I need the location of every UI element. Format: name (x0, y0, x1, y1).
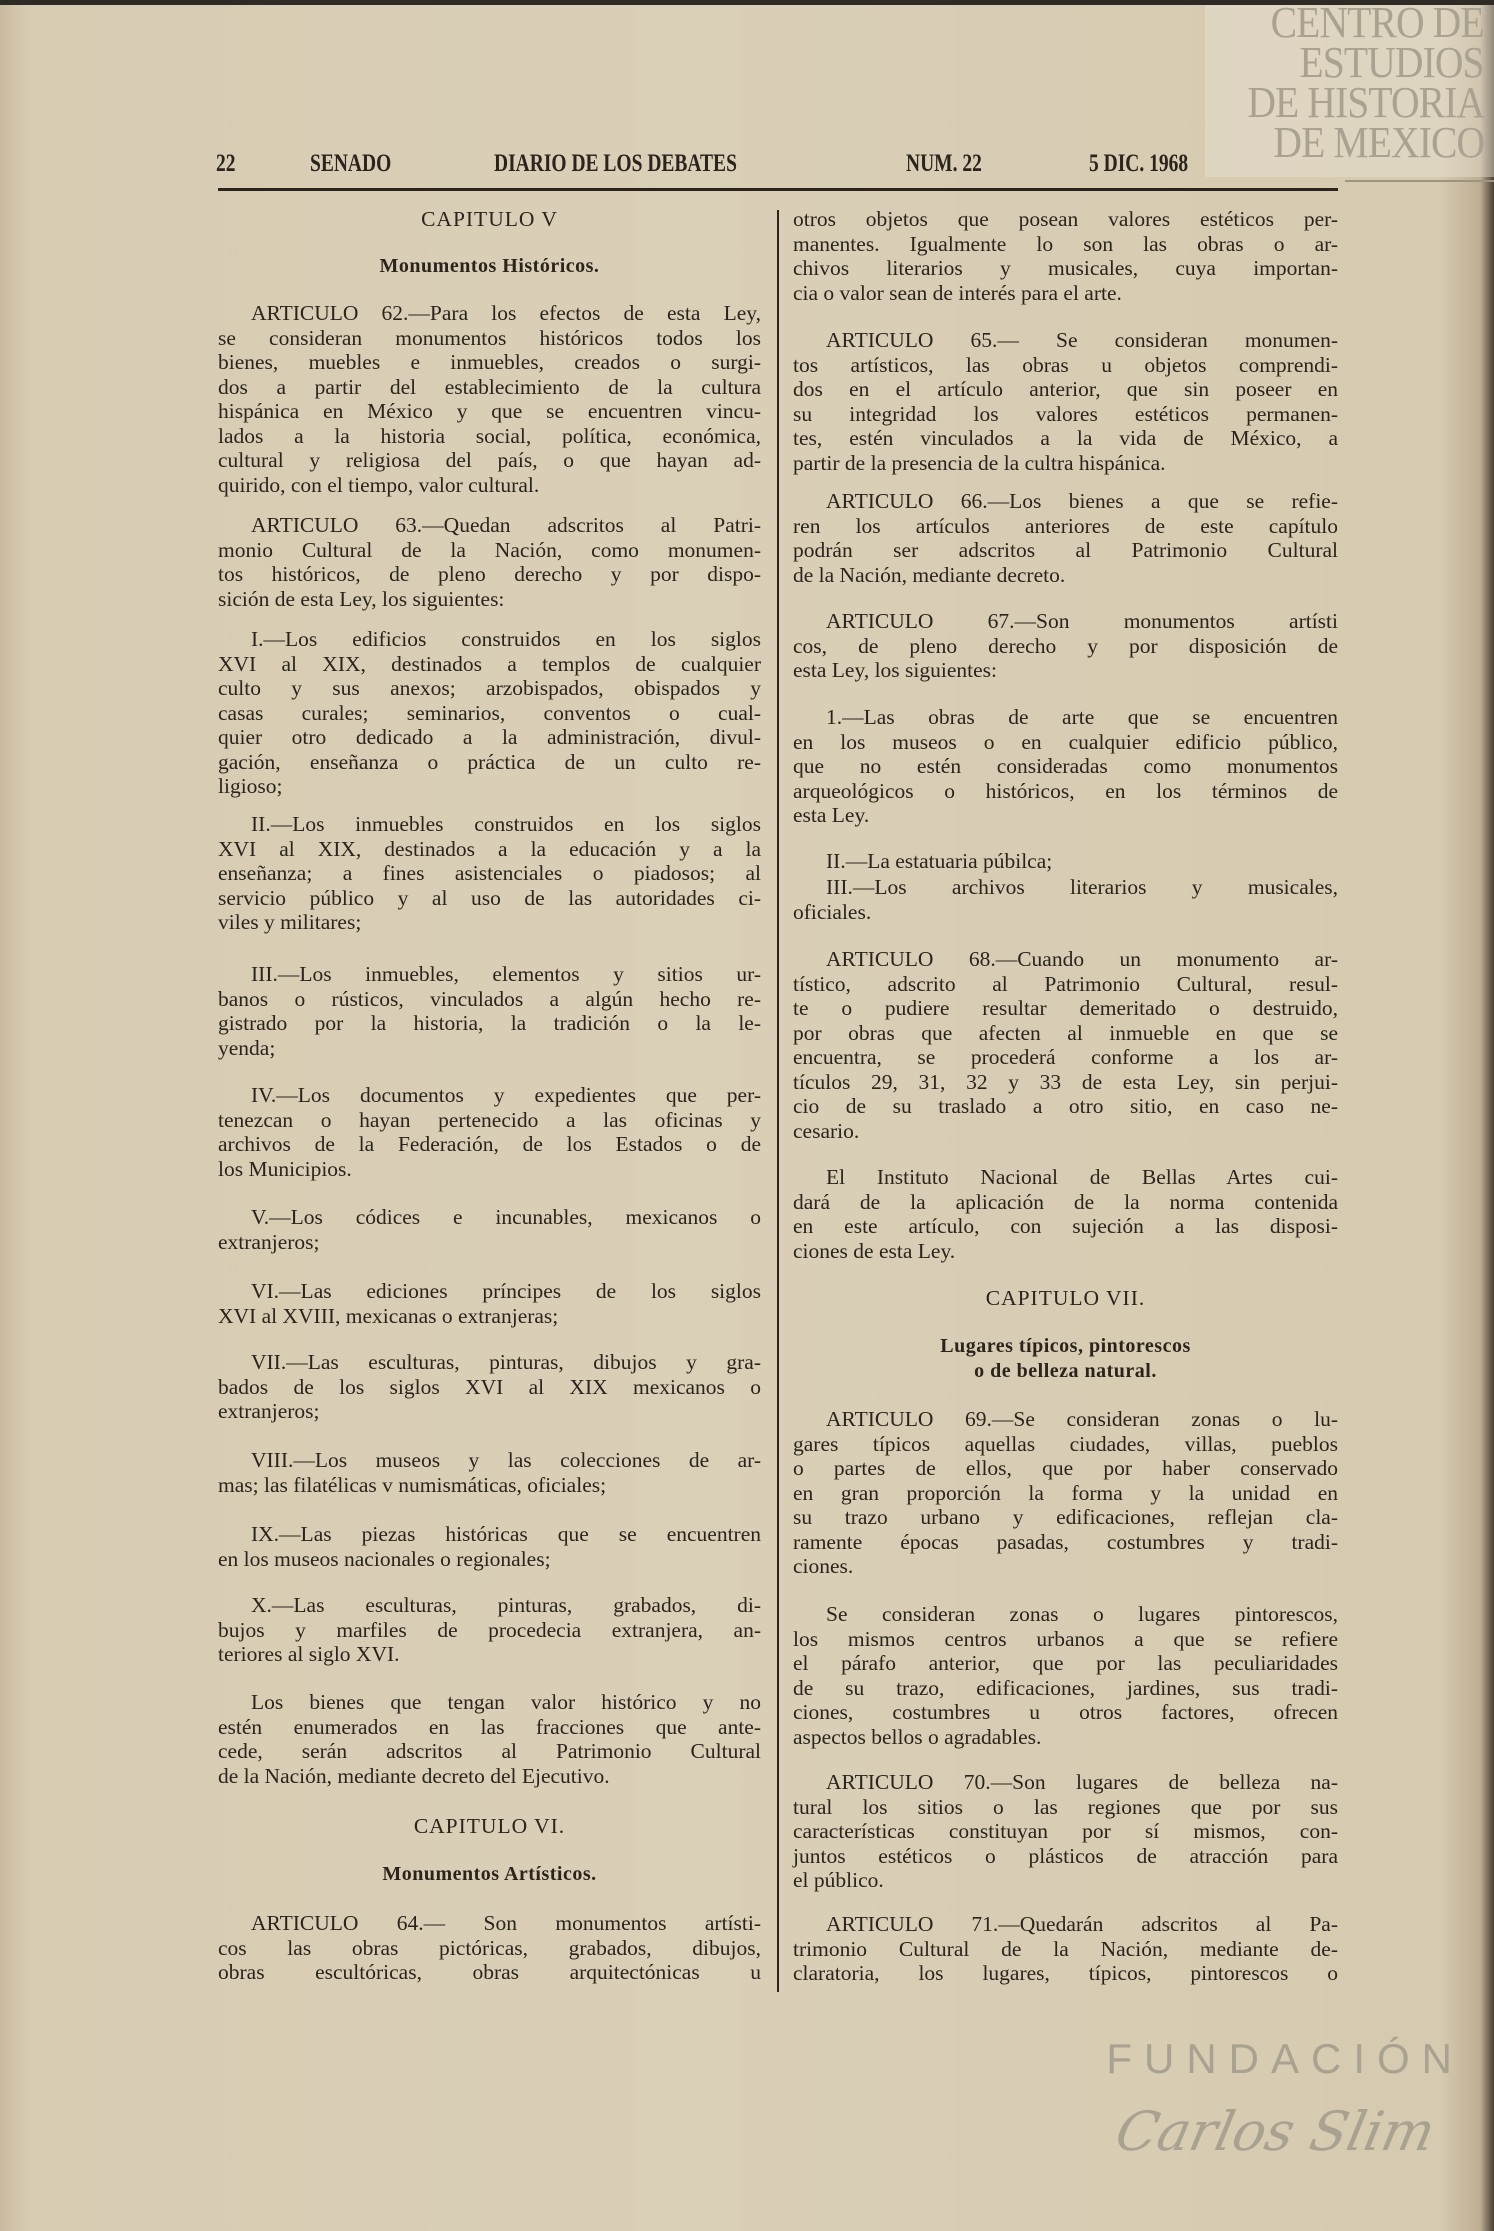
text-line: se consideran monumentos históricos todos los (218, 325, 761, 350)
paragraph (793, 947, 1338, 1143)
text-line: CAPITULO V (421, 207, 558, 231)
text-line: servicio público y al uso de las autoridades ci- (218, 885, 761, 910)
text-line: ARTICULO 67.—Son monumentos artísti (826, 609, 1338, 633)
text-line: su trazo urbano y edificaciones, reflejan cla- (793, 1505, 1338, 1529)
text-line: CAPITULO VI. (413, 1814, 566, 1838)
text-line: que no estén consideradas como monumentos (793, 754, 1338, 778)
text-line: el párafo anterior, que por las peculiaridades (793, 1651, 1338, 1675)
text-line: Monumentos Históricos. (379, 255, 600, 277)
text-line: cia o valor sean de interés para el arte. (793, 280, 1122, 305)
text-line: cos, de pleno derecho y por disposición de (793, 633, 1338, 658)
text-line: esta Ley. (793, 803, 870, 827)
text-line: ligioso; (218, 774, 283, 798)
text-line: tes, estén vinculados a la vida de México, a (793, 426, 1338, 450)
text-line: te o pudiere resultar demeritado o destruido, (793, 996, 1338, 1020)
text-line: cultural y religiosa del país, o que hayan ad- (218, 448, 761, 472)
text-line: dará de la aplicación de la norma contenida (793, 1189, 1338, 1214)
column-divider (777, 210, 779, 1992)
text-line: los Municipios. (218, 1156, 352, 1181)
text-line: II.—La estatuaria púbilca; (826, 849, 1053, 873)
text-line: CAPITULO VII. (985, 1286, 1146, 1310)
text-line: ARTICULO 65.— Se consideran monumen- (826, 328, 1338, 352)
text-line: bujos y marfiles de procedecia extranjera, an- (218, 1617, 761, 1642)
text-line: de la Nación, mediante decreto del Ejecutivo. (218, 1763, 610, 1788)
text-line: casas curales; seminarios, conventos o cual- (218, 700, 761, 725)
text-line: tural los sitios o las regiones que por sus (793, 1794, 1338, 1819)
text-line: cesario. (793, 1118, 860, 1143)
text-line: hispánica en México y que se encuentren vincu- (218, 399, 761, 423)
header-issue: NUM. 22 (906, 150, 982, 177)
text-line: podrán ser adscritos al Patrimonio Cultural (793, 538, 1338, 562)
text-line: viles y militares; (218, 910, 362, 934)
watermark-foundation: FUNDACIÓN (1106, 2035, 1464, 2082)
text-line: arqueológicos o históricos, en los términos de (793, 778, 1338, 803)
text-line: tenezcan o hayan pertenecido a las oficinas y (218, 1107, 761, 1132)
text-line: tículos 29, 31, 32 y 33 de esta Ley, sin perjui- (793, 1069, 1338, 1094)
header-publication: DIARIO DE LOS DEBATES (494, 150, 737, 177)
paragraph (793, 875, 1338, 924)
chapter-heading (793, 1286, 1338, 1311)
text-line: ARTICULO 62.—Para los efectos de esta Ley, (251, 301, 761, 325)
text-line: banos o rústicos, vinculados a algún hecho re- (218, 986, 761, 1011)
paragraph (793, 328, 1338, 475)
text-line: en los museos o en cualquier edificio público, (793, 729, 1338, 754)
paragraph (218, 1690, 761, 1788)
paragraph (218, 812, 761, 935)
text-line: VI.—Las ediciones príncipes de los siglos (251, 1279, 761, 1303)
text-line: quirido, con el tiempo, valor cultural. (218, 472, 540, 497)
header-chamber: SENADO (310, 150, 392, 177)
chapter-heading (218, 1814, 761, 1839)
text-line: bados de los siglos XVI al XIX mexicanos o (218, 1374, 761, 1399)
text-line: de su trazo, edificaciones, jardines, sus tradi- (793, 1675, 1338, 1700)
text-line: XVI al XIX, destinados a la educación y a la (218, 836, 761, 861)
paragraph (218, 1911, 761, 1985)
text-line: ramente épocas pasadas, costumbres y tradi- (793, 1529, 1338, 1554)
paragraph (793, 1912, 1338, 1986)
text-line: tos históricos, de pleno derecho y por dispo- (218, 562, 761, 586)
text-line: IV.—Los documentos y expedientes que per- (251, 1083, 761, 1107)
paragraph (218, 1350, 761, 1424)
text-line: V.—Los códices e incunables, mexicanos o (251, 1205, 761, 1229)
text-line: dos a partir del establecimiento de la cultura (218, 374, 761, 399)
section-title (218, 254, 761, 279)
text-line: dos en el artículo anterior, que sin poseer en (793, 377, 1338, 401)
text-line: cede, serán adscritos al Patrimonio Cultural (218, 1739, 761, 1763)
text-line: cio de su traslado a otro sitio, en caso ne- (793, 1094, 1338, 1118)
text-line: trimonio Cultural de la Nación, mediante de- (793, 1936, 1338, 1961)
text-line: 1.—Las obras de arte que se encuentren (826, 705, 1338, 729)
text-line: Los bienes que tengan valor histórico y no (251, 1690, 761, 1714)
chapter-heading (218, 207, 761, 232)
text-line: ARTICULO 64.— Son monumentos artísti- (251, 1911, 761, 1935)
text-line: chivos literarios y musicales, cuya importan- (793, 256, 1338, 280)
text-line: tos artísticos, las obras u objetos comprendi- (793, 352, 1338, 377)
paragraph (218, 962, 761, 1060)
text-line: manentes. Igualmente lo son las obras o ar- (793, 231, 1338, 256)
watermark-line: DE HISTORIA (1247, 78, 1484, 127)
paragraph (218, 301, 761, 497)
text-line: lados a la historia social, política, económica, (218, 423, 761, 448)
paragraph (218, 1083, 761, 1181)
text-line: El Instituto Nacional de Bellas Artes cui- (826, 1165, 1338, 1189)
watermark-line: CENTRO DE (1271, 0, 1484, 47)
text-line: II.—Los inmuebles construidos en los siglos (251, 812, 761, 836)
text-line: ARTICULO 71.—Quedarán adscritos al Pa- (826, 1912, 1338, 1936)
watermark-divider (1345, 180, 1494, 182)
text-line: Lugares típicos, pintorescos (940, 1335, 1191, 1357)
text-line: gación, enseñanza o práctica de un culto re- (218, 749, 761, 774)
text-line: culto y sus anexos; arzobispados, obispados y (218, 676, 761, 700)
text-line: mas; las filatélicas v numismáticas, oficiales; (218, 1472, 607, 1497)
text-line: o partes de ellos, que por haber conservado (793, 1456, 1338, 1480)
text-line: X.—Las esculturas, pinturas, grabados, di- (251, 1593, 761, 1617)
text-line: aspectos bellos o agradables. (793, 1724, 1042, 1749)
paragraph (218, 627, 761, 799)
header-rule (218, 188, 1338, 191)
text-line: Monumentos Artísticos. (382, 1863, 597, 1885)
text-line: ARTICULO 63.—Quedan adscritos al Patri- (251, 513, 761, 537)
watermark-line: ESTUDIOS (1299, 38, 1484, 87)
text-line: XVI al XVIII, mexicanas o extranjeras; (218, 1303, 559, 1328)
text-line: por obras que afecten al inmueble en que se (793, 1020, 1338, 1045)
text-line: oficiales. (793, 899, 872, 924)
text-line: ARTICULO 68.—Cuando un monumento ar- (826, 947, 1338, 971)
paragraph (218, 1205, 761, 1254)
paragraph (218, 513, 761, 611)
text-line: o de belleza natural. (974, 1359, 1157, 1382)
text-line: yenda; (218, 1035, 276, 1060)
paragraph (218, 1522, 761, 1571)
text-line: juntos estéticos o plásticos de atracción para (793, 1843, 1338, 1868)
paragraph (793, 849, 1338, 874)
paragraph (793, 489, 1338, 587)
text-line: en gran proporción la forma y la unidad en (793, 1480, 1338, 1505)
text-line: su integridad los valores estéticos permanen- (793, 401, 1338, 426)
paragraph (793, 1602, 1338, 1749)
text-line: de la Nación, mediante decreto. (793, 562, 1066, 587)
paragraph (218, 1593, 761, 1667)
header-date: 5 DIC. 1968 (1089, 150, 1189, 177)
paragraph (793, 1407, 1338, 1579)
text-line: extranjeros; (218, 1229, 320, 1254)
section-title (218, 1862, 761, 1887)
text-line: enseñanza; a fines asistenciales o piadosos; al (218, 861, 761, 885)
text-line: III.—Los inmuebles, elementos y sitios ur- (251, 962, 761, 986)
text-line: otros objetos que posean valores estéticos per- (793, 207, 1338, 231)
text-line: encuentra, se procederá conforme a los ar- (793, 1045, 1338, 1069)
text-line: teriores al siglo XVI. (218, 1642, 400, 1666)
text-line: ciones de esta Ley. (793, 1238, 956, 1263)
watermark-line: DE MEXICO (1273, 118, 1484, 167)
section-title (793, 1334, 1338, 1383)
text-line: en este artículo, con sujeción a las disposi- (793, 1214, 1338, 1238)
text-line: ciones, costumbres u otros factores, ofrecen (793, 1700, 1338, 1724)
text-line: XVI al XIX, destinados a templos de cualquier (218, 651, 761, 676)
paragraph (793, 207, 1338, 305)
text-line: obras escultóricas, obras arquitectónicas u (218, 1960, 761, 1984)
text-line: quier otro dedicado a la administración, divul- (218, 725, 761, 749)
text-line: en los museos nacionales o regionales; (218, 1546, 551, 1571)
paragraph (218, 1279, 761, 1328)
text-line: ARTICULO 70.—Son lugares de belleza na- (826, 1770, 1338, 1794)
text-line: IX.—Las piezas históricas que se encuentren (251, 1522, 761, 1546)
text-line: partir de la presencia de la cultra hispánica. (793, 450, 1166, 475)
text-line: bienes, muebles e inmuebles, creados o surgi- (218, 350, 761, 374)
text-line: Se consideran zonas o lugares pintorescos, (826, 1602, 1338, 1626)
text-line: III.—Los archivos literarios y musicales, (826, 875, 1338, 899)
paragraph (218, 1448, 761, 1497)
text-line: VII.—Las esculturas, pinturas, dibujos y gra- (251, 1350, 761, 1374)
page-number: 22 (216, 150, 236, 177)
text-line: esta Ley, los siguientes: (793, 658, 998, 682)
text-line: archivos de la Federación, de los Estados o de (218, 1132, 761, 1156)
text-line: claratoria, los lugares, típicos, pintorescos o (793, 1961, 1338, 1985)
watermark-signature: Carlos Slim (1110, 2100, 1441, 2163)
text-line: monio Cultural de la Nación, como monumen- (218, 537, 761, 562)
paragraph (793, 609, 1338, 683)
text-line: el público. (793, 1868, 884, 1892)
text-line: I.—Los edificios construidos en los siglos (251, 627, 761, 651)
text-line: VIII.—Los museos y las colecciones de ar- (251, 1448, 761, 1472)
text-line: tístico, adscrito al Patrimonio Cultural, resul- (793, 971, 1338, 996)
text-line: cos las obras pictóricas, grabados, dibujos, (218, 1935, 761, 1960)
paragraph (793, 705, 1338, 828)
paragraph (793, 1165, 1338, 1263)
text-line: ciones. (793, 1554, 854, 1578)
text-line: gares típicos aquellas ciudades, villas, pueblos (793, 1431, 1338, 1456)
text-line: los mismos centros urbanos a que se refiere (793, 1626, 1338, 1651)
text-line: sición de esta Ley, los siguientes: (218, 586, 505, 611)
text-line: extranjeros; (218, 1399, 320, 1423)
text-line: características constituyan por sí mismos, con- (793, 1819, 1338, 1843)
text-line: ren los artículos anteriores de este capítulo (793, 513, 1338, 538)
text-line: gistrado por la historia, la tradición o la le- (218, 1011, 761, 1035)
paragraph (793, 1770, 1338, 1893)
text-line: ARTICULO 66.—Los bienes a que se refie- (826, 489, 1338, 513)
text-line: ARTICULO 69.—Se consideran zonas o lu- (826, 1407, 1338, 1431)
text-line: estén enumerados en las fracciones que ante- (218, 1714, 761, 1739)
